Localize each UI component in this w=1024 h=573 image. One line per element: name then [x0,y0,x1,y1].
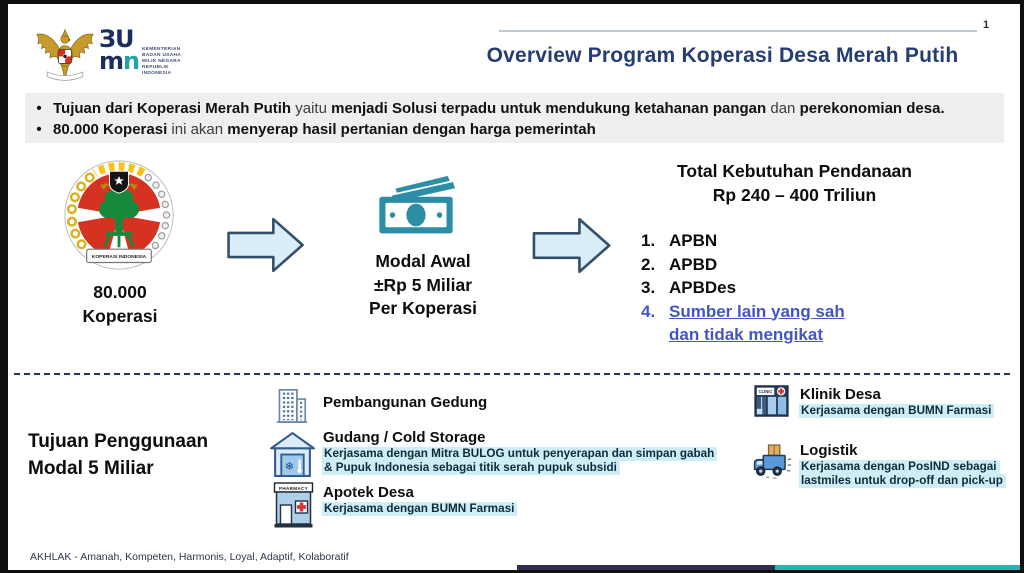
funding-item-apbd: 2. APBD [641,254,718,274]
ministry-name-text: KEMENTERIAN BADAN USAHA MILIK NEGARA REPUBLIK INDONESIA [142,47,182,76]
usage-item-logistik-title: Logistik [800,442,858,459]
usage-item-logistik-subtitle-1: Kerjasama dengan PosIND sebagai [799,460,1000,474]
bullet-marker: • [36,121,42,138]
money-banknote-icon [368,172,464,238]
footer-values-text: AKHLAK - Amanah, Kompeten, Harmonis, Loyal, Adaptif, Kolaboratif [30,551,349,563]
section-divider-dashed [14,373,1010,375]
window-frame-left [0,0,8,573]
flow-arrow-icon [528,214,616,277]
koperasi-indonesia-emblem [62,156,176,274]
funding-item-apbdes: 3. APBDes [641,278,737,297]
usage-item-gudang-subtitle-2: & Pupuk Indonesia sebagai titik serah pupuk subsidi [322,461,620,475]
clinic-sign-label: CLINIC [758,389,773,395]
usage-item-gudang-title: Gudang / Cold Storage [323,429,486,446]
usage-item-klinik-subtitle: Kerjasama dengan BUMN Farmasi [799,404,994,418]
clinic-icon [753,384,790,418]
funding-source-list [641,229,845,347]
funding-item-apbn: 1. APBN [641,231,718,250]
bullet-item [25,98,1004,119]
snowflake-glyph: ❄ [284,459,295,473]
funding-item-sumber-lain-link[interactable]: 4. Sumber lain yang sah dan tidak mengikat [641,301,845,344]
window-frame-top [0,0,1024,4]
garuda-pancasila-logo [34,26,96,84]
bumn-logo [99,25,140,75]
usage-item-apotek-title: Apotek Desa [323,484,414,501]
bumn-logo-row1: ЗU [99,25,134,53]
header-divider-line [499,30,977,32]
usage-item-gedung-title: Pembangunan Gedung [323,394,488,411]
bullet-item [25,119,1004,140]
bullet-text: 80.000 Koperasi ini akan menyerap hasil pertanian dengan harga pemerintah [53,121,596,138]
usage-item-apotek-subtitle: Kerjasama dengan BUMN Farmasi [322,502,517,516]
window-frame-right [1020,0,1024,573]
modal-awal-label: Modal Awal ±Rp 5 Miliar Per Koperasi [369,251,477,318]
page-number: 1 [983,19,990,31]
building-icon [273,387,308,424]
delivery-truck-icon [752,441,792,483]
usage-item-logistik-subtitle-2: lastmiles untuk drop-off dan pick-up [799,474,1006,488]
usage-item-klinik-title: Klinik Desa [800,386,881,403]
pharmacy-sign-label: PHARMACY [279,485,308,491]
page-title: Overview Program Koperasi Desa Merah Putih [486,44,959,67]
funding-title: Total Kebutuhan Pendanaan Rp 240 – 400 Triliun [677,161,912,205]
emblem-caption: KOPERASI INDONESIA [91,255,147,261]
flow-arrow-icon [223,214,309,276]
usage-item-gudang-subtitle-1: Kerjasama dengan Mitra BULOG untuk penyerapan dan simpan gabah [322,447,717,461]
warehouse-cold-storage-icon [270,431,315,478]
pharmacy-store-icon [272,481,315,528]
koperasi-count-label: 80.000 Koperasi [82,282,158,326]
bullet-marker: • [36,100,42,117]
summary-bullet-box [25,93,1004,143]
usage-heading: Tujuan Penggunaan Modal 5 Miliar [28,431,209,479]
bullet-text: Tujuan dari Koperasi Merah Putih yaitu menjadi Solusi terpadu untuk mendukung ketahanan pangan dan perekonomian desa. [53,100,945,117]
bumn-logo-row2: mn [99,47,140,75]
